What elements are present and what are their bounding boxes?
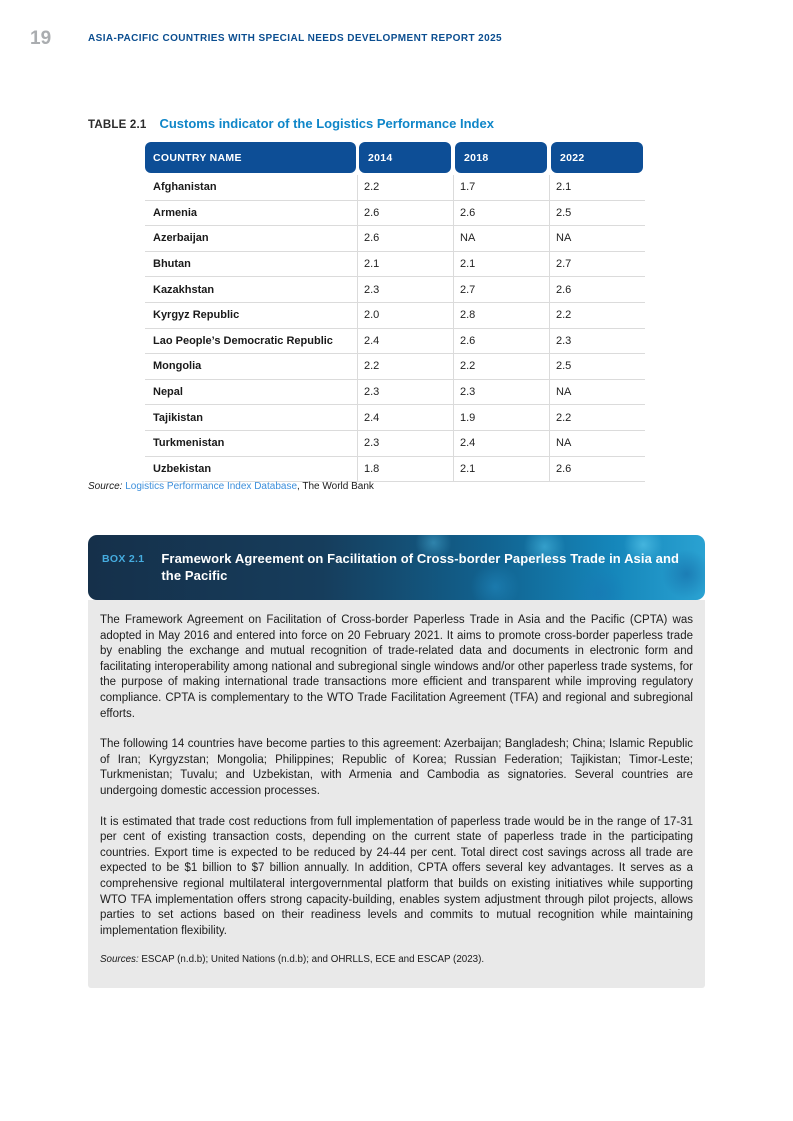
cell-2014: 2.6 [358,201,454,226]
table-row [145,226,645,252]
cell-2018: 2.6 [454,329,550,354]
table-body [145,175,645,482]
cell-country: Mongolia [145,354,358,379]
cell-country: Nepal [145,380,358,405]
cell-2022: 2.2 [556,309,572,322]
cell-country: Armenia [145,201,358,226]
cell-2022: 2.6 [556,283,572,296]
column-header-2014: 2014 [359,142,451,173]
table-row [145,354,645,380]
box-sources-label: Sources: [100,954,139,966]
cell-2014: 2.6 [358,226,454,251]
box-sources-text: ESCAP (n.d.b); United Nations (n.d.b); and OHRLLS, ECE and ESCAP (2023). [138,954,485,966]
cell-2022: NA [556,232,572,245]
box-label: BOX 2.1 [102,553,145,565]
table-source [88,481,374,492]
cell-2022: 2.7 [556,258,572,271]
cell-country: Bhutan [145,252,358,277]
cell-2022: 2.5 [556,360,572,373]
source-link[interactable]: Logistics Performance Index Database [125,481,298,492]
table-row [145,457,645,483]
cell-country: Uzbekistan [145,457,358,482]
box-header [88,535,705,600]
column-header-2022: 2022 [551,142,643,173]
cell-2022: NA [556,437,572,450]
cell-country: Tajikistan [145,405,358,430]
cell-2018: 2.8 [454,303,550,328]
cell-2014: 2.4 [358,405,454,430]
cell-2022: 2.2 [556,411,572,424]
cell-2018: 2.3 [454,380,550,405]
cell-2022: 2.1 [556,181,572,194]
cell-2018: 2.7 [454,277,550,302]
table-row [145,329,645,355]
table-row [145,252,645,278]
cell-2018: 1.9 [454,405,550,430]
cell-2018: 1.7 [454,175,550,200]
box-title: Framework Agreement on Facilitation of Cross-border Paperless Trade in Asia and the Pacific [161,551,680,583]
cell-2014: 2.3 [358,277,454,302]
box-paragraph-3: It is estimated that trade cost reductions from full implementation of paperless trade would be in the range of 17-31 per cent of existing transaction costs, depending on the current state of paperless trade in the participating countries. Export time is expected to be reduced by 24-44 per cent. Total direct cost savings across all trade are expected to be $1 billion to $7 billion annually. In addition, CPTA offers several key advantages. It serves as a comprehensive regional multilateral intergovernmental platform that builds on existing initiatives while supporting WTO TFA implementation offers strong capacity-building, enables system adjustment through pilot projects, allows parties to set actions based on their readiness levels and commits to mutual recognition while maintaining implementation flexibility. [100,815,693,937]
cell-2014: 1.8 [358,457,454,482]
cell-2022: 2.6 [556,462,572,475]
lpi-table [145,142,645,482]
table-header-row [145,142,645,173]
table-title: Customs indicator of the Logistics Performance Index [159,116,494,131]
cell-2018: 2.4 [454,431,550,456]
cell-2014: 2.2 [358,354,454,379]
source-label: Source: [88,481,123,492]
box-paragraph-2: The following 14 countries have become parties to this agreement: Azerbaijan; Bangladesh; China; Islamic Republic of Iran; Kyrgyzstan; Mongolia; Philippines; Republic of Korea; Russian Federation; Tajikistan; Timor-Leste; Turkmenistan; Tuvalu; and Uzbekistan, with Armenia and Cambodia as signatories. Several countries are undergoing domestic accession processes. [100,738,693,797]
cell-2018: 2.1 [454,457,550,482]
cell-2018: 2.2 [454,354,550,379]
column-header-country: COUNTRY NAME [145,142,356,173]
cell-country: Turkmenistan [145,431,358,456]
cell-2014: 2.1 [358,252,454,277]
cell-country: Afghanistan [145,175,358,200]
table-row [145,277,645,303]
table-row [145,303,645,329]
cell-2014: 2.2 [358,175,454,200]
source-suffix: , The World Bank [297,481,374,492]
cell-country: Lao People’s Democratic Republic [145,329,358,354]
cell-2018: NA [454,226,550,251]
table-row [145,380,645,406]
table-row [145,405,645,431]
box-paragraph-1: The Framework Agreement on Facilitation of Cross-border Paperless Trade in Asia and the Pacific (CPTA) was adopted in May 2016 and entered into force on 20 February 2021. It aims to promote cross-border paperless trade by enabling the exchange and mutual recognition of trade-related data and documents in electronic form and facilitating interoperability among national and subregional single windows and/or other paperless trade systems, for the purpose of making international trade transactions more efficient and transparent while improving regulatory compliance. CPTA is complementary to the WTO Trade Facilitation Agreement (TFA) and regional and subregional efforts. [100,614,693,720]
box-sources [100,954,693,965]
cell-country: Azerbaijan [145,226,358,251]
cell-2022: 2.5 [556,206,572,219]
box-body [88,600,705,988]
cell-2014: 2.3 [358,380,454,405]
table-caption [88,116,494,131]
cell-2014: 2.3 [358,431,454,456]
running-header-title: ASIA-PACIFIC COUNTRIES WITH SPECIAL NEEDS DEVELOPMENT REPORT 2025 [88,33,503,44]
table-row [145,201,645,227]
page-number: 19 [30,28,52,49]
cell-country: Kyrgyz Republic [145,303,358,328]
cell-2018: 2.6 [454,201,550,226]
cell-2014: 2.0 [358,303,454,328]
cell-2018: 2.1 [454,252,550,277]
cell-2022: 2.3 [556,334,572,347]
table-label: TABLE 2.1 [88,119,147,131]
table-row [145,175,645,201]
table-row [145,431,645,457]
column-header-2018: 2018 [455,142,547,173]
cell-2014: 2.4 [358,329,454,354]
cell-country: Kazakhstan [145,277,358,302]
cell-2022: NA [556,386,572,399]
